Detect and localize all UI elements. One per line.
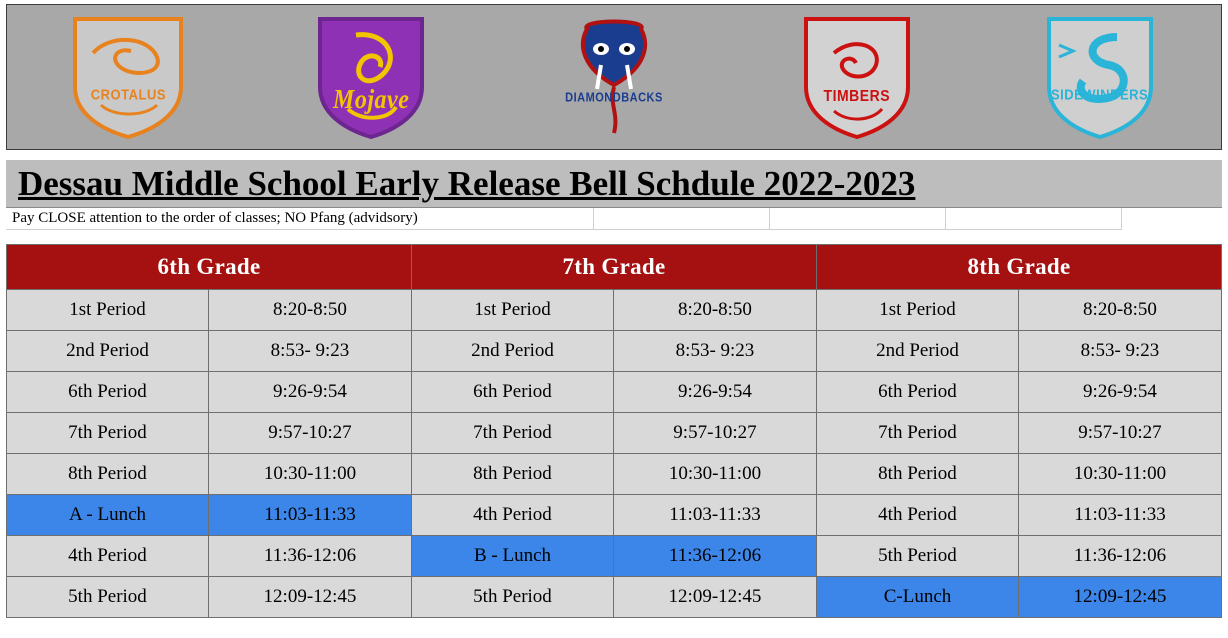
table-row: [7, 536, 1222, 577]
timbers-crest: [782, 13, 932, 141]
bell-schedule-page: [0, 4, 1228, 638]
page-title-bar: [6, 160, 1222, 208]
period-name-6: 1st Period: [7, 290, 209, 331]
period-name-6: 4th Period: [7, 536, 209, 577]
period-time-6: 8:53- 9:23: [209, 331, 412, 372]
period-time-6: 11:36-12:06: [209, 536, 412, 577]
grade-header-8: 8th Grade: [817, 245, 1222, 290]
table-row: [7, 372, 1222, 413]
table-row: [7, 413, 1222, 454]
period-name-7: 4th Period: [412, 495, 614, 536]
period-time-7: 8:53- 9:23: [614, 331, 817, 372]
table-row: [7, 331, 1222, 372]
period-time-7: 9:57-10:27: [614, 413, 817, 454]
period-name-7: 6th Period: [412, 372, 614, 413]
grade-header-6: 6th Grade: [7, 245, 412, 290]
period-name-6: 7th Period: [7, 413, 209, 454]
note-blank-cell-3: [946, 208, 1122, 230]
period-time-7: 11:36-12:06: [614, 536, 817, 577]
schedule-table-wrap: [6, 244, 1222, 618]
period-name-6: 6th Period: [7, 372, 209, 413]
period-time-8: 11:03-11:33: [1019, 495, 1222, 536]
period-time-7: 8:20-8:50: [614, 290, 817, 331]
period-name-7: 8th Period: [412, 454, 614, 495]
period-time-6: 11:03-11:33: [209, 495, 412, 536]
period-name-6: 8th Period: [7, 454, 209, 495]
period-name-6: A - Lunch: [7, 495, 209, 536]
period-time-7: 10:30-11:00: [614, 454, 817, 495]
period-name-8: 7th Period: [817, 413, 1019, 454]
period-name-7: B - Lunch: [412, 536, 614, 577]
note-blank-cell-2: [770, 208, 946, 230]
period-name-8: C-Lunch: [817, 577, 1019, 618]
page-title: Dessau Middle School Early Release Bell Schdule 2022-2023: [18, 164, 916, 203]
period-name-8: 5th Period: [817, 536, 1019, 577]
schedule-table: [6, 244, 1222, 618]
sidewinders-crest-label: SIDEWINDERS: [1050, 86, 1149, 104]
period-name-6: 2nd Period: [7, 331, 209, 372]
period-name-7: 5th Period: [412, 577, 614, 618]
period-time-7: 11:03-11:33: [614, 495, 817, 536]
diamondbacks-crest-label: DIAMONDBACKS: [565, 91, 663, 106]
period-time-8: 9:26-9:54: [1019, 372, 1222, 413]
period-time-8: 8:53- 9:23: [1019, 331, 1222, 372]
note-blank-cell-1: [594, 208, 770, 230]
period-time-8: 8:20-8:50: [1019, 290, 1222, 331]
period-time-8: 9:57-10:27: [1019, 413, 1222, 454]
period-time-8: 12:09-12:45: [1019, 577, 1222, 618]
period-time-6: 12:09-12:45: [209, 577, 412, 618]
period-time-7: 12:09-12:45: [614, 577, 817, 618]
note-row: [6, 208, 1222, 230]
period-time-8: 11:36-12:06: [1019, 536, 1222, 577]
table-row: [7, 454, 1222, 495]
period-time-6: 8:20-8:50: [209, 290, 412, 331]
period-name-7: 7th Period: [412, 413, 614, 454]
period-time-6: 9:26-9:54: [209, 372, 412, 413]
period-name-8: 8th Period: [817, 454, 1019, 495]
period-time-6: 9:57-10:27: [209, 413, 412, 454]
period-name-8: 2nd Period: [817, 331, 1019, 372]
mojave-crest: [296, 13, 446, 141]
schedule-header-row: [7, 245, 1222, 290]
table-row: [7, 495, 1222, 536]
period-name-7: 2nd Period: [412, 331, 614, 372]
table-row: [7, 290, 1222, 331]
period-time-8: 10:30-11:00: [1019, 454, 1222, 495]
period-name-7: 1st Period: [412, 290, 614, 331]
timbers-crest-label: TIMBERS: [823, 86, 891, 105]
period-name-6: 5th Period: [7, 577, 209, 618]
mascot-banner: [6, 4, 1222, 150]
period-name-8: 1st Period: [817, 290, 1019, 331]
note-text: Pay CLOSE attention to the order of classes; NO Pfang (advidsory): [6, 208, 594, 230]
sidewinders-crest: [1025, 13, 1175, 141]
crotalus-crest: [53, 13, 203, 141]
crotalus-crest-label: CROTALUS: [90, 86, 167, 104]
mojave-crest-label: Mojave: [333, 85, 410, 116]
diamondbacks-crest: [539, 13, 689, 141]
grade-header-7: 7th Grade: [412, 245, 817, 290]
table-row: [7, 577, 1222, 618]
period-time-7: 9:26-9:54: [614, 372, 817, 413]
period-time-6: 10:30-11:00: [209, 454, 412, 495]
period-name-8: 6th Period: [817, 372, 1019, 413]
period-name-8: 4th Period: [817, 495, 1019, 536]
